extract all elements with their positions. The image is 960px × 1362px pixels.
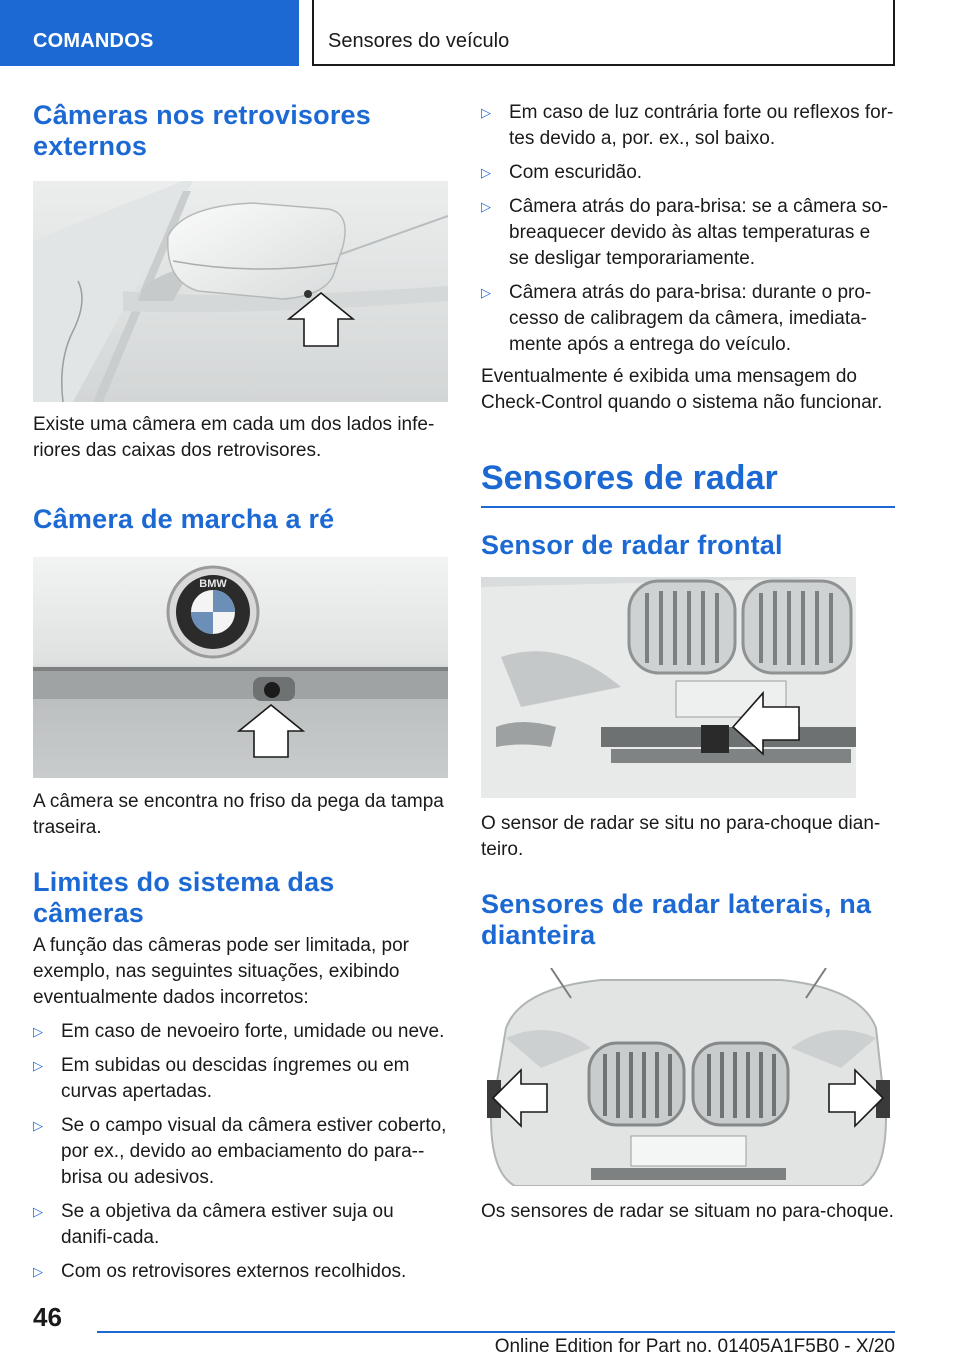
list-item: ▷ Com escuridão.: [481, 160, 895, 186]
list-item: ▷ Câmera atrás do para-brisa: se a câmera so-breaquecer devido às altas temperaturas e se desligar temporariamente.: [481, 196, 889, 269]
paragraph-check-control: Eventualmente é exibida uma mensagem do Check-Control quando o sistema não funcionar.: [481, 366, 883, 413]
triangle-bullet-icon: ▷: [33, 1264, 43, 1279]
page-header-title: Sensores do veículo: [312, 0, 895, 66]
triangle-bullet-icon: ▷: [481, 105, 491, 120]
left-column: [33, 100, 448, 1285]
triangle-bullet-icon: ▷: [33, 1204, 43, 1219]
triangle-bullet-icon: ▷: [33, 1058, 43, 1073]
mirror-drawing: [33, 181, 448, 402]
heading-camera-limits: Limites do sistema das câmeras: [33, 867, 335, 928]
heading-radar-sensors: Sensores de radar: [481, 458, 895, 508]
list-item: ▷ Se o campo visual da câmera estiver coberto, por ex., devido ao embaciamento do para--brisa ou adesivos.: [33, 1115, 447, 1188]
logo-letters: BMW: [199, 578, 227, 590]
heading-reverse-camera: Câmera de marcha a ré: [33, 504, 335, 534]
footer-divider: [97, 1331, 895, 1333]
heading-mirror-cameras: Câmeras nos retrovisores externos: [33, 100, 371, 161]
side-radar-illustration: [481, 968, 895, 1186]
list-item: ▷ Em caso de nevoeiro forte, umidade ou neve.: [33, 1019, 448, 1045]
front-bumper-drawing: [481, 577, 856, 798]
heading-side-radar: Sensores de radar laterais, na dianteira: [481, 889, 872, 950]
tailgate-drawing: [33, 557, 448, 778]
section-tab: COMANDOS: [0, 0, 299, 66]
page-number: 46: [33, 1302, 62, 1332]
list-item: ▷ Em subidas ou descidas íngremes ou em curvas apertadas.: [33, 1055, 410, 1102]
front-car-drawing: [481, 968, 895, 1186]
triangle-bullet-icon: ▷: [33, 1024, 43, 1039]
reverse-camera-illustration: [33, 557, 448, 778]
list-item: ▷ Se a objetiva da câmera estiver suja ou danifi-cada.: [33, 1201, 394, 1248]
footer-edition: Online Edition for Part no. 01405A1F5B0 - X/20: [494, 1336, 895, 1357]
paragraph-side-radar: Os sensores de radar se situam no para-choque.: [481, 1201, 894, 1222]
heading-front-radar: Sensor de radar frontal: [481, 530, 783, 560]
paragraph-front-radar: O sensor de radar se situ no para-choque dian-teiro.: [481, 813, 881, 860]
right-column: [481, 100, 895, 1225]
paragraph-mirror-cameras: Existe uma câmera em cada um dos lados infe-riores das caixas dos retrovisores.: [33, 414, 435, 461]
list-item: ▷ Câmera atrás do para-brisa: durante o pro-cesso de calibragem da câmera, imediata-mente após a entrega do veículo.: [481, 282, 872, 355]
limits-list: [33, 1019, 448, 1285]
triangle-bullet-icon: ▷: [481, 199, 491, 214]
triangle-bullet-icon: ▷: [481, 165, 491, 180]
front-radar-illustration: [481, 577, 856, 798]
paragraph-camera-limits: A função das câmeras pode ser limitada, por exemplo, nas seguintes situações, exibindo eventualmente dados incorretos:: [33, 935, 409, 1008]
triangle-bullet-icon: ▷: [33, 1118, 43, 1133]
triangle-bullet-icon: ▷: [481, 285, 491, 300]
limits-list-continued: [481, 100, 895, 358]
paragraph-reverse-camera: A câmera se encontra no friso da pega da tampa traseira.: [33, 791, 444, 838]
list-item: ▷ Em caso de luz contrária forte ou reflexos for-tes devido a, por. ex., sol baixo.: [481, 102, 894, 149]
mirror-camera-illustration: [33, 181, 448, 402]
list-item: ▷ Com os retrovisores externos recolhidos.: [33, 1259, 448, 1285]
